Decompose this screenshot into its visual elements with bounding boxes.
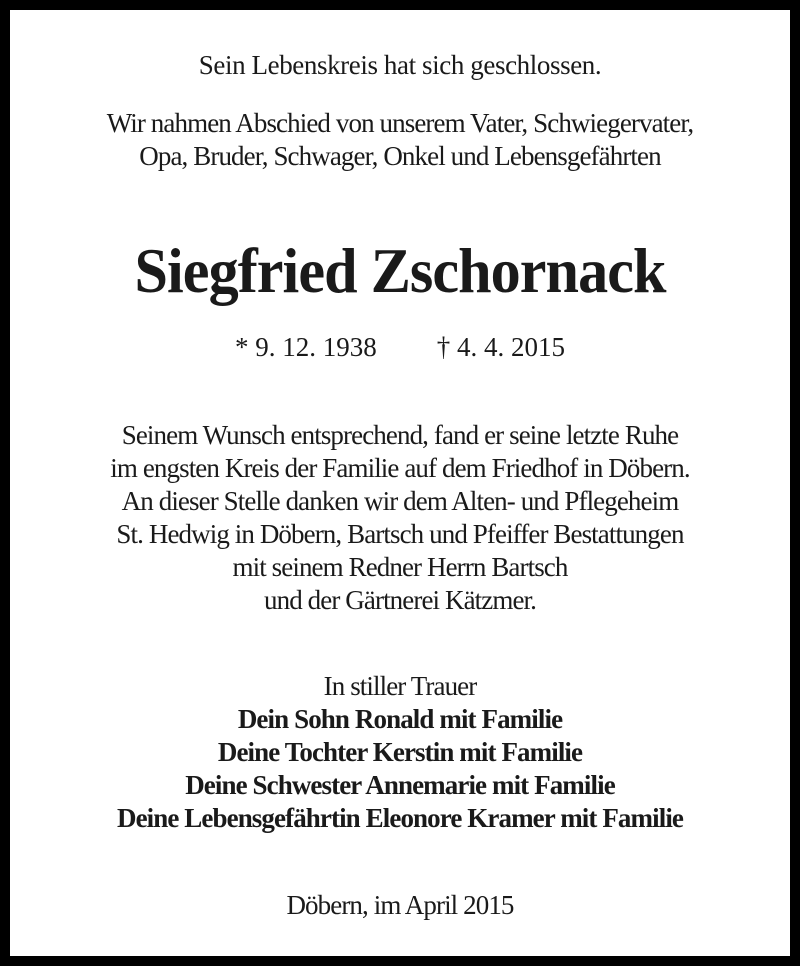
mourner-line: Deine Tochter Kerstin mit Familie [217, 737, 583, 767]
deceased-name: Siegfried Zschornack [134, 235, 666, 306]
body-line: im engsten Kreis der Familie auf dem Friedhof in Döbern. [110, 453, 690, 483]
mourning-label: In stiller Trauer [323, 671, 477, 701]
mourner-line: Dein Sohn Ronald mit Familie [237, 704, 563, 734]
birth-date: * 9. 12. 1938 [235, 332, 377, 362]
body-line: mit seinem Redner Herrn Bartsch [232, 552, 568, 582]
life-dates [10, 332, 790, 363]
mourner-line: Deine Schwester Annemarie mit Familie [185, 770, 615, 800]
death-date: † 4. 4. 2015 [436, 332, 565, 362]
body-line: An dieser Stelle danken wir dem Alten- und Pflegeheim [121, 486, 679, 516]
farewell-line: Opa, Bruder, Schwager, Onkel und Lebensgefährten [139, 141, 661, 171]
place-date: Döbern, im April 2015 [286, 890, 514, 920]
body-line: Seinem Wunsch entsprechend, fand er seine letzte Ruhe [121, 420, 679, 450]
intro-line: Sein Lebenskreis hat sich geschlossen. [198, 50, 602, 80]
body-line: St. Hedwig in Döbern, Bartsch und Pfeiffer Bestattungen [116, 519, 684, 549]
mourner-line: Deine Lebensgefährtin Eleonore Kramer mit Familie [116, 803, 684, 833]
body-line: und der Gärtnerei Kätzmer. [264, 585, 536, 615]
farewell-line: Wir nahmen Abschied von unserem Vater, Schwiegervater, [106, 108, 694, 138]
